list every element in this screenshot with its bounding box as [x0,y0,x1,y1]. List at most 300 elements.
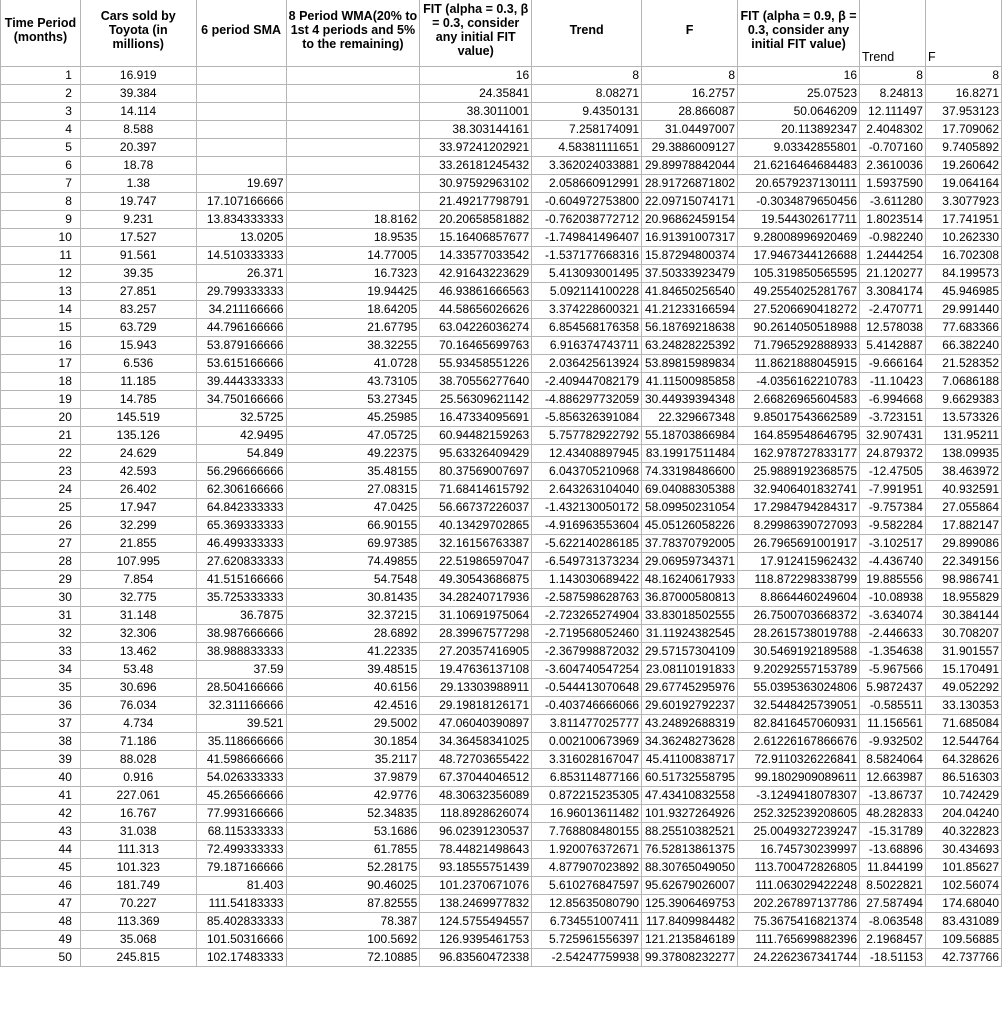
cell-fit-2[interactable]: 30.5469192189588 [738,643,860,661]
cell-wma[interactable]: 35.2117 [286,751,420,769]
cell-f-2[interactable]: 29.899086 [925,535,1001,553]
cell-f-2[interactable]: 66.382240 [925,337,1001,355]
cell-f-2[interactable]: 17.741951 [925,211,1001,229]
cell-time-period[interactable]: 14 [1,301,81,319]
cell-sma[interactable]: 79.187166666 [196,859,286,877]
cell-time-period[interactable]: 44 [1,841,81,859]
cell-trend-2[interactable]: -6.994668 [860,391,926,409]
cell-trend-2[interactable]: -13.68896 [860,841,926,859]
cell-fit-1[interactable]: 95.63326409429 [420,445,532,463]
cell-f-1[interactable]: 23.08110191833 [642,661,738,679]
cell-time-period[interactable]: 41 [1,787,81,805]
cell-f-1[interactable]: 95.62679026007 [642,877,738,895]
cell-fit-2[interactable]: 11.8621888045915 [738,355,860,373]
cell-trend-2[interactable]: 1.2444254 [860,247,926,265]
cell-f-2[interactable]: 37.953123 [925,103,1001,121]
cell-f-1[interactable]: 48.16240617933 [642,571,738,589]
cell-fit-2[interactable]: 8.29986390727093 [738,517,860,535]
cell-sma[interactable]: 32.311166666 [196,697,286,715]
cell-wma[interactable]: 18.8162 [286,211,420,229]
cell-fit-2[interactable]: 21.6216464684483 [738,157,860,175]
cell-trend-1[interactable]: 6.916374743711 [532,337,642,355]
cell-wma[interactable]: 21.67795 [286,319,420,337]
cell-cars-sold[interactable]: 35.068 [80,931,196,949]
cell-wma[interactable]: 100.5692 [286,931,420,949]
cell-time-period[interactable]: 11 [1,247,81,265]
cell-trend-1[interactable]: 3.316028167047 [532,751,642,769]
cell-cars-sold[interactable]: 15.943 [80,337,196,355]
cell-time-period[interactable]: 30 [1,589,81,607]
cell-fit-1[interactable]: 96.02391230537 [420,823,532,841]
cell-cars-sold[interactable]: 113.369 [80,913,196,931]
cell-wma[interactable] [286,103,420,121]
cell-f-2[interactable]: 83.431089 [925,913,1001,931]
cell-time-period[interactable]: 27 [1,535,81,553]
cell-trend-1[interactable]: 2.643263104040 [532,481,642,499]
cell-trend-2[interactable]: -9.666164 [860,355,926,373]
cell-fit-2[interactable]: 90.2614050518988 [738,319,860,337]
cell-trend-2[interactable]: -2.446633 [860,625,926,643]
cell-fit-1[interactable]: 60.94482159263 [420,427,532,445]
cell-fit-1[interactable]: 118.8928626074 [420,805,532,823]
cell-time-period[interactable]: 28 [1,553,81,571]
cell-fit-1[interactable]: 29.13303988911 [420,679,532,697]
cell-fit-2[interactable]: 111.765699882396 [738,931,860,949]
header-fit-1[interactable]: FIT (alpha = 0.3, β = 0.3, consider any initial FIT value) [420,0,532,67]
cell-sma[interactable]: 41.598666666 [196,751,286,769]
cell-f-2[interactable]: 18.955829 [925,589,1001,607]
cell-cars-sold[interactable]: 39.384 [80,85,196,103]
cell-f-2[interactable]: 42.737766 [925,949,1001,967]
cell-cars-sold[interactable]: 19.747 [80,193,196,211]
cell-time-period[interactable]: 47 [1,895,81,913]
cell-trend-2[interactable]: -9.582284 [860,517,926,535]
cell-fit-2[interactable]: 82.8416457060931 [738,715,860,733]
cell-sma[interactable] [196,139,286,157]
cell-trend-1[interactable]: -1.749841496407 [532,229,642,247]
cell-f-2[interactable]: 16.8271 [925,85,1001,103]
cell-fit-1[interactable]: 15.16406857677 [420,229,532,247]
cell-trend-1[interactable]: -0.544413070648 [532,679,642,697]
cell-fit-1[interactable]: 55.93458551226 [420,355,532,373]
cell-fit-2[interactable]: 19.544302617711 [738,211,860,229]
cell-trend-2[interactable]: -9.757384 [860,499,926,517]
cell-sma[interactable]: 62.306166666 [196,481,286,499]
cell-fit-2[interactable]: 32.9406401832741 [738,481,860,499]
cell-sma[interactable]: 13.834333333 [196,211,286,229]
cell-wma[interactable] [286,175,420,193]
cell-f-2[interactable]: 7.0686188 [925,373,1001,391]
cell-f-2[interactable]: 17.709062 [925,121,1001,139]
cell-sma[interactable]: 44.796166666 [196,319,286,337]
cell-f-1[interactable]: 15.87294800374 [642,247,738,265]
cell-cars-sold[interactable]: 88.028 [80,751,196,769]
cell-wma[interactable]: 61.7855 [286,841,420,859]
cell-fit-1[interactable]: 38.70556277640 [420,373,532,391]
cell-wma[interactable]: 42.4516 [286,697,420,715]
cell-time-period[interactable]: 49 [1,931,81,949]
cell-f-2[interactable]: 10.742429 [925,787,1001,805]
cell-fit-2[interactable]: 32.5448425739051 [738,697,860,715]
cell-fit-1[interactable]: 67.37044046512 [420,769,532,787]
cell-wma[interactable]: 74.49855 [286,553,420,571]
cell-sma[interactable]: 45.265666666 [196,787,286,805]
cell-fit-1[interactable]: 124.5755494557 [420,913,532,931]
cell-f-2[interactable]: 9.7405892 [925,139,1001,157]
cell-fit-1[interactable]: 96.83560472338 [420,949,532,967]
cell-cars-sold[interactable]: 24.629 [80,445,196,463]
cell-trend-2[interactable]: -1.354638 [860,643,926,661]
cell-trend-1[interactable]: -5.856326391084 [532,409,642,427]
cell-trend-1[interactable]: 5.092114100228 [532,283,642,301]
cell-sma[interactable]: 37.59 [196,661,286,679]
cell-fit-2[interactable]: 25.9889192368575 [738,463,860,481]
cell-trend-1[interactable]: -4.916963553604 [532,517,642,535]
cell-f-2[interactable]: 12.544764 [925,733,1001,751]
cell-sma[interactable]: 26.371 [196,265,286,283]
cell-trend-1[interactable]: -2.409447082179 [532,373,642,391]
cell-sma[interactable]: 38.988833333 [196,643,286,661]
cell-sma[interactable]: 36.7875 [196,607,286,625]
cell-fit-1[interactable]: 34.36458341025 [420,733,532,751]
cell-f-2[interactable]: 30.384144 [925,607,1001,625]
cell-f-1[interactable]: 29.89978842044 [642,157,738,175]
cell-fit-1[interactable]: 29.19818126171 [420,697,532,715]
cell-sma[interactable]: 42.9495 [196,427,286,445]
cell-fit-2[interactable]: 8.8664460249604 [738,589,860,607]
cell-fit-1[interactable]: 33.26181245432 [420,157,532,175]
header-cars-sold[interactable]: Cars sold by Toyota (in millions) [80,0,196,67]
cell-trend-1[interactable]: -5.622140286185 [532,535,642,553]
cell-wma[interactable]: 37.9879 [286,769,420,787]
cell-fit-1[interactable]: 28.39967577298 [420,625,532,643]
cell-sma[interactable]: 102.17483333 [196,949,286,967]
cell-wma[interactable]: 29.5002 [286,715,420,733]
cell-f-1[interactable]: 16.2757 [642,85,738,103]
cell-sma[interactable]: 35.118666666 [196,733,286,751]
cell-f-2[interactable]: 77.683366 [925,319,1001,337]
cell-f-2[interactable]: 30.434693 [925,841,1001,859]
cell-fit-2[interactable]: 252.325239208605 [738,805,860,823]
cell-cars-sold[interactable]: 53.48 [80,661,196,679]
cell-wma[interactable]: 45.25985 [286,409,420,427]
cell-cars-sold[interactable]: 32.775 [80,589,196,607]
cell-time-period[interactable]: 20 [1,409,81,427]
cell-f-2[interactable]: 10.262330 [925,229,1001,247]
cell-f-1[interactable]: 76.52813861375 [642,841,738,859]
cell-f-1[interactable]: 125.3906469753 [642,895,738,913]
cell-trend-2[interactable]: 8.5824064 [860,751,926,769]
cell-fit-2[interactable]: 25.0049327239247 [738,823,860,841]
cell-fit-1[interactable]: 22.51986597047 [420,553,532,571]
cell-wma[interactable]: 90.46025 [286,877,420,895]
cell-trend-1[interactable]: 12.85635080790 [532,895,642,913]
cell-fit-1[interactable]: 48.30632356089 [420,787,532,805]
cell-cars-sold[interactable]: 107.995 [80,553,196,571]
cell-trend-1[interactable]: 9.4350131 [532,103,642,121]
cell-fit-2[interactable]: 164.859548646795 [738,427,860,445]
header-wma[interactable]: 8 Period WMA(20% to 1st 4 periods and 5% to the remaining) [286,0,420,67]
cell-wma[interactable]: 87.82555 [286,895,420,913]
cell-cars-sold[interactable]: 63.729 [80,319,196,337]
cell-trend-1[interactable]: -2.367998872032 [532,643,642,661]
cell-fit-2[interactable]: 71.7965292888933 [738,337,860,355]
cell-f-1[interactable]: 8 [642,67,738,85]
cell-f-1[interactable]: 41.84650256540 [642,283,738,301]
cell-f-2[interactable]: 49.052292 [925,679,1001,697]
cell-f-2[interactable]: 33.130353 [925,697,1001,715]
cell-trend-1[interactable]: 3.362024033881 [532,157,642,175]
cell-wma[interactable] [286,67,420,85]
cell-cars-sold[interactable]: 39.35 [80,265,196,283]
cell-fit-1[interactable]: 16.47334095691 [420,409,532,427]
cell-f-1[interactable]: 99.37808232277 [642,949,738,967]
cell-time-period[interactable]: 1 [1,67,81,85]
cell-trend-1[interactable]: 6.854568176358 [532,319,642,337]
cell-time-period[interactable]: 50 [1,949,81,967]
cell-sma[interactable]: 81.403 [196,877,286,895]
cell-trend-2[interactable]: -11.10423 [860,373,926,391]
cell-fit-2[interactable]: 28.2615738019788 [738,625,860,643]
cell-trend-2[interactable]: 48.282833 [860,805,926,823]
cell-cars-sold[interactable]: 17.527 [80,229,196,247]
cell-fit-1[interactable]: 38.303144161 [420,121,532,139]
cell-trend-2[interactable]: 12.578038 [860,319,926,337]
cell-trend-2[interactable]: -3.611280 [860,193,926,211]
cell-trend-1[interactable]: 16.96013611482 [532,805,642,823]
cell-trend-1[interactable]: 2.036425613924 [532,355,642,373]
cell-fit-2[interactable]: 9.85017543662589 [738,409,860,427]
cell-fit-2[interactable]: 27.5206690418272 [738,301,860,319]
cell-fit-1[interactable]: 93.18555751439 [420,859,532,877]
cell-sma[interactable]: 29.799333333 [196,283,286,301]
cell-trend-2[interactable]: 2.1968457 [860,931,926,949]
cell-wma[interactable]: 69.97385 [286,535,420,553]
cell-sma[interactable]: 41.515166666 [196,571,286,589]
cell-cars-sold[interactable]: 7.854 [80,571,196,589]
cell-fit-2[interactable]: 162.978727833177 [738,445,860,463]
cell-wma[interactable]: 39.48515 [286,661,420,679]
cell-f-2[interactable]: 8 [925,67,1001,85]
cell-sma[interactable]: 54.849 [196,445,286,463]
cell-fit-1[interactable]: 63.04226036274 [420,319,532,337]
cell-f-2[interactable]: 174.68040 [925,895,1001,913]
cell-cars-sold[interactable]: 101.323 [80,859,196,877]
cell-time-period[interactable]: 39 [1,751,81,769]
cell-trend-1[interactable]: -2.54247759938 [532,949,642,967]
cell-fit-1[interactable]: 44.58656026626 [420,301,532,319]
cell-fit-2[interactable]: 16.745730239997 [738,841,860,859]
cell-wma[interactable]: 18.9535 [286,229,420,247]
cell-time-period[interactable]: 9 [1,211,81,229]
cell-fit-2[interactable]: 75.3675416821374 [738,913,860,931]
cell-trend-1[interactable]: 5.610276847597 [532,877,642,895]
cell-trend-1[interactable]: -4.886297732059 [532,391,642,409]
cell-trend-2[interactable]: -0.585511 [860,697,926,715]
cell-f-1[interactable]: 45.41100838717 [642,751,738,769]
cell-cars-sold[interactable]: 31.148 [80,607,196,625]
cell-sma[interactable]: 19.697 [196,175,286,193]
cell-fit-2[interactable]: 17.912415962432 [738,553,860,571]
cell-trend-2[interactable]: 24.879372 [860,445,926,463]
cell-f-2[interactable]: 40.322823 [925,823,1001,841]
cell-fit-1[interactable]: 27.20357416905 [420,643,532,661]
cell-trend-1[interactable]: -1.537177668316 [532,247,642,265]
header-trend-2[interactable]: Trend [860,0,926,67]
cell-wma[interactable] [286,193,420,211]
cell-cars-sold[interactable]: 27.851 [80,283,196,301]
cell-sma[interactable]: 53.879166666 [196,337,286,355]
cell-f-1[interactable]: 36.87000580813 [642,589,738,607]
cell-cars-sold[interactable]: 135.126 [80,427,196,445]
cell-sma[interactable]: 54.026333333 [196,769,286,787]
cell-sma[interactable] [196,103,286,121]
cell-trend-1[interactable]: 0.872215235305 [532,787,642,805]
cell-fit-1[interactable]: 20.20658581882 [420,211,532,229]
cell-fit-1[interactable]: 71.68414615792 [420,481,532,499]
cell-time-period[interactable]: 5 [1,139,81,157]
cell-wma[interactable]: 16.7323 [286,265,420,283]
cell-f-1[interactable]: 31.04497007 [642,121,738,139]
cell-cars-sold[interactable]: 21.855 [80,535,196,553]
cell-wma[interactable] [286,157,420,175]
cell-fit-1[interactable]: 33.97241202921 [420,139,532,157]
cell-fit-2[interactable]: 99.1802909089611 [738,769,860,787]
cell-sma[interactable] [196,85,286,103]
cell-sma[interactable]: 65.369333333 [196,517,286,535]
cell-time-period[interactable]: 24 [1,481,81,499]
cell-fit-2[interactable]: 26.7500703668372 [738,607,860,625]
cell-cars-sold[interactable]: 31.038 [80,823,196,841]
cell-f-1[interactable]: 16.91391007317 [642,229,738,247]
cell-f-2[interactable]: 13.573326 [925,409,1001,427]
cell-sma[interactable]: 27.620833333 [196,553,286,571]
cell-wma[interactable]: 78.387 [286,913,420,931]
cell-time-period[interactable]: 32 [1,625,81,643]
cell-trend-1[interactable]: 8 [532,67,642,85]
cell-f-1[interactable]: 22.09715074171 [642,193,738,211]
cell-f-2[interactable]: 86.516303 [925,769,1001,787]
cell-trend-1[interactable]: -0.762038772712 [532,211,642,229]
cell-f-1[interactable]: 29.3886009127 [642,139,738,157]
cell-f-2[interactable]: 138.09935 [925,445,1001,463]
cell-fit-1[interactable]: 56.66737226037 [420,499,532,517]
cell-fit-2[interactable]: 9.03342855801 [738,139,860,157]
cell-fit-2[interactable]: 9.20292557153789 [738,661,860,679]
cell-fit-2[interactable]: 202.267897137786 [738,895,860,913]
cell-f-2[interactable]: 98.986741 [925,571,1001,589]
cell-fit-1[interactable]: 46.93861666563 [420,283,532,301]
cell-wma[interactable]: 52.28175 [286,859,420,877]
cell-f-2[interactable]: 40.932591 [925,481,1001,499]
cell-fit-1[interactable]: 47.06040390897 [420,715,532,733]
cell-f-1[interactable]: 29.60192792237 [642,697,738,715]
cell-fit-2[interactable]: 2.61226167866676 [738,733,860,751]
cell-sma[interactable]: 68.115333333 [196,823,286,841]
cell-cars-sold[interactable]: 227.061 [80,787,196,805]
cell-sma[interactable] [196,67,286,85]
cell-fit-1[interactable]: 78.44821498643 [420,841,532,859]
cell-cars-sold[interactable]: 111.313 [80,841,196,859]
header-fit-2[interactable]: FIT (alpha = 0.9, β = 0.3, consider any initial FIT value) [738,0,860,67]
cell-wma[interactable]: 32.37215 [286,607,420,625]
cell-cars-sold[interactable]: 14.114 [80,103,196,121]
cell-time-period[interactable]: 25 [1,499,81,517]
cell-f-1[interactable]: 69.04088305388 [642,481,738,499]
cell-f-1[interactable]: 37.78370792005 [642,535,738,553]
cell-f-1[interactable]: 55.18703866984 [642,427,738,445]
cell-cars-sold[interactable]: 17.947 [80,499,196,517]
cell-trend-2[interactable]: 8.24813 [860,85,926,103]
cell-wma[interactable]: 42.9776 [286,787,420,805]
cell-f-1[interactable]: 121.2135846189 [642,931,738,949]
cell-trend-1[interactable]: 7.768808480155 [532,823,642,841]
cell-trend-2[interactable]: -3.634074 [860,607,926,625]
cell-fit-2[interactable]: 2.66826965604583 [738,391,860,409]
cell-time-period[interactable]: 36 [1,697,81,715]
cell-fit-2[interactable]: -4.0356162210783 [738,373,860,391]
cell-trend-1[interactable]: -0.403746666066 [532,697,642,715]
cell-fit-2[interactable]: 24.2262367341744 [738,949,860,967]
cell-sma[interactable]: 39.444333333 [196,373,286,391]
cell-trend-2[interactable]: 19.885556 [860,571,926,589]
cell-trend-1[interactable]: 6.734551007411 [532,913,642,931]
cell-fit-1[interactable]: 126.9395461753 [420,931,532,949]
cell-f-2[interactable]: 38.463972 [925,463,1001,481]
cell-fit-2[interactable]: 20.113892347 [738,121,860,139]
cell-trend-1[interactable]: -3.604740547254 [532,661,642,679]
cell-wma[interactable]: 41.0728 [286,355,420,373]
cell-wma[interactable]: 28.6892 [286,625,420,643]
cell-sma[interactable]: 53.615166666 [196,355,286,373]
cell-trend-2[interactable]: -13.86737 [860,787,926,805]
cell-sma[interactable]: 39.521 [196,715,286,733]
cell-trend-1[interactable]: 6.853114877166 [532,769,642,787]
cell-time-period[interactable]: 26 [1,517,81,535]
cell-fit-1[interactable]: 40.13429702865 [420,517,532,535]
cell-sma[interactable]: 34.750166666 [196,391,286,409]
cell-wma[interactable]: 53.27345 [286,391,420,409]
cell-trend-1[interactable]: -1.432130050172 [532,499,642,517]
cell-fit-2[interactable]: 17.9467344126688 [738,247,860,265]
cell-cars-sold[interactable]: 1.38 [80,175,196,193]
cell-cars-sold[interactable]: 91.561 [80,247,196,265]
cell-f-1[interactable]: 58.09950231054 [642,499,738,517]
cell-trend-2[interactable]: -0.982240 [860,229,926,247]
cell-time-period[interactable]: 12 [1,265,81,283]
cell-time-period[interactable]: 16 [1,337,81,355]
cell-cars-sold[interactable]: 8.588 [80,121,196,139]
cell-cars-sold[interactable]: 0.916 [80,769,196,787]
cell-cars-sold[interactable]: 83.257 [80,301,196,319]
cell-trend-1[interactable]: 1.920076372671 [532,841,642,859]
cell-cars-sold[interactable]: 18.78 [80,157,196,175]
cell-trend-2[interactable]: -9.932502 [860,733,926,751]
cell-fit-2[interactable]: 25.07523 [738,85,860,103]
cell-sma[interactable]: 46.499333333 [196,535,286,553]
cell-time-period[interactable]: 48 [1,913,81,931]
cell-trend-2[interactable]: -5.967566 [860,661,926,679]
cell-f-2[interactable]: 109.56885 [925,931,1001,949]
cell-trend-1[interactable]: 1.143030689422 [532,571,642,589]
cell-cars-sold[interactable]: 30.696 [80,679,196,697]
cell-trend-2[interactable]: 1.8023514 [860,211,926,229]
cell-trend-1[interactable]: 7.258174091 [532,121,642,139]
cell-wma[interactable] [286,139,420,157]
cell-sma[interactable]: 77.993166666 [196,805,286,823]
cell-time-period[interactable]: 43 [1,823,81,841]
cell-f-2[interactable]: 101.85627 [925,859,1001,877]
